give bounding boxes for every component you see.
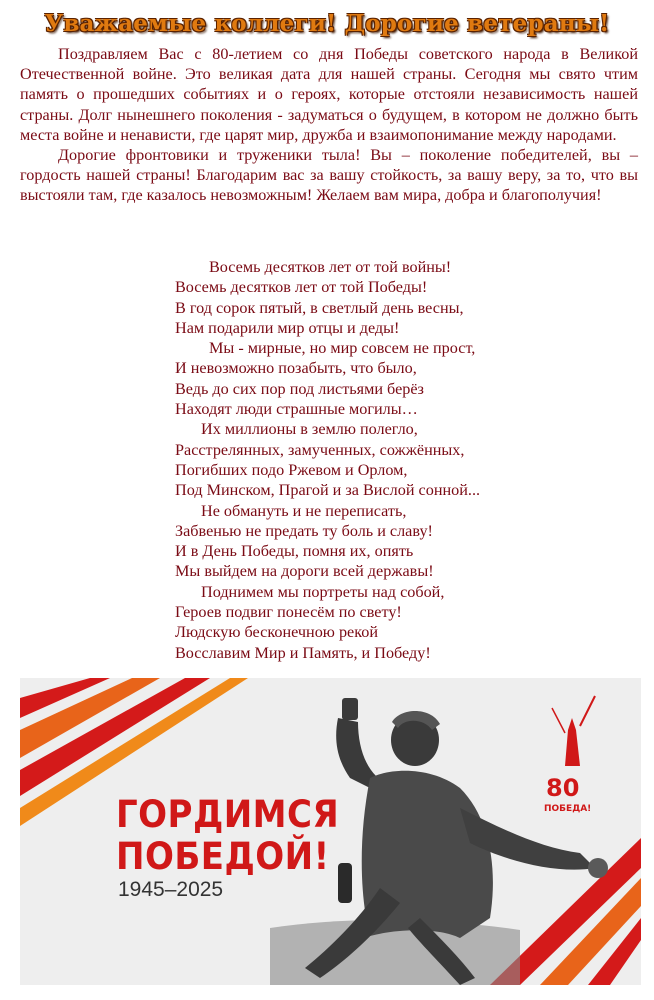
poem-line: Их миллионы в землю полегло, [201, 420, 418, 439]
poem-line: Под Минском, Прагой и за Вислой сонной... [175, 481, 481, 500]
poem-line: Забвенью не предать ту боль и славу! [175, 521, 433, 540]
poem-line: И невозможно позабыть, что было, [175, 359, 417, 378]
poem [175, 257, 595, 663]
poem-line: Мы выйдем на дороги всей державы! [175, 562, 434, 581]
greeting-text [20, 44, 638, 206]
greeting-paragraph: Поздравляем Вас с 80-летием со дня Победы советского народа в Великой Отечественной войне. Это великая дата для нашей страны. Сегодня мы свято чтим память о прошедших событиях и о героях, которые отстояли независимость нашей страны. Долг нынешнего поколения - задуматься о будущем, в котором не должно быть места войне и ненависти, где царят мир, дружба и взаимопонимание между народами. [20, 45, 638, 144]
banner-headline-line: ПОБЕДОЙ! [116, 835, 330, 878]
poem-line: Людскую бесконечною рекой [175, 623, 379, 642]
poem-line: Нам подарили мир отцы и деды! [175, 318, 400, 337]
poem-line: И в День Победы, помня их, опять [175, 542, 414, 561]
motherland-statue-icon [552, 696, 595, 766]
poem-line: В год сорок пятый, в светлый день весны, [175, 298, 464, 317]
poem-line: Героев подвиг понесём по свету! [175, 603, 402, 622]
victory-banner [20, 678, 641, 985]
poem-line: Мы - мирные, но мир совсем не прост, [209, 339, 476, 358]
poem-line: Ведь до сих пор под листьями берёз [175, 379, 424, 398]
banner-headline-line: ГОРДИМСЯ [116, 793, 340, 836]
poem-line: Погибших подо Ржевом и Орлом, [175, 460, 408, 479]
emblem-number: 80 [546, 774, 580, 802]
greeting-paragraph: Дорогие фронтовики и труженики тыла! Вы – поколение победителей, вы – гордость нашей страны! Благодарим вас за вашу стойкость, за вашу веру, за то, что вы выстояли там, где казалось невозможным! Желаем вам мира, добра и благополучия! [20, 146, 638, 205]
poem-line: Не обмануть и не переписать, [201, 501, 407, 520]
poem-line: Восемь десятков лет от той войны! [209, 258, 452, 276]
banner-headline [116, 794, 339, 878]
emblem-word: ПОБЕДА! [544, 804, 592, 814]
poem-line: Восемь десятков лет от той Победы! [175, 278, 428, 297]
poem-line: Расстрелянных, замученных, сожжённых, [175, 440, 465, 459]
poem-line: Восславим Мир и Память, и Победу! [175, 643, 431, 662]
page-title: Уважаемые коллеги! Дорогие ветераны! [44, 10, 610, 37]
banner-years: 1945–2025 [118, 878, 224, 901]
poem-line: Поднимем мы портреты над собой, [201, 582, 445, 601]
poem-line: Находят люди страшные могилы… [175, 400, 418, 419]
